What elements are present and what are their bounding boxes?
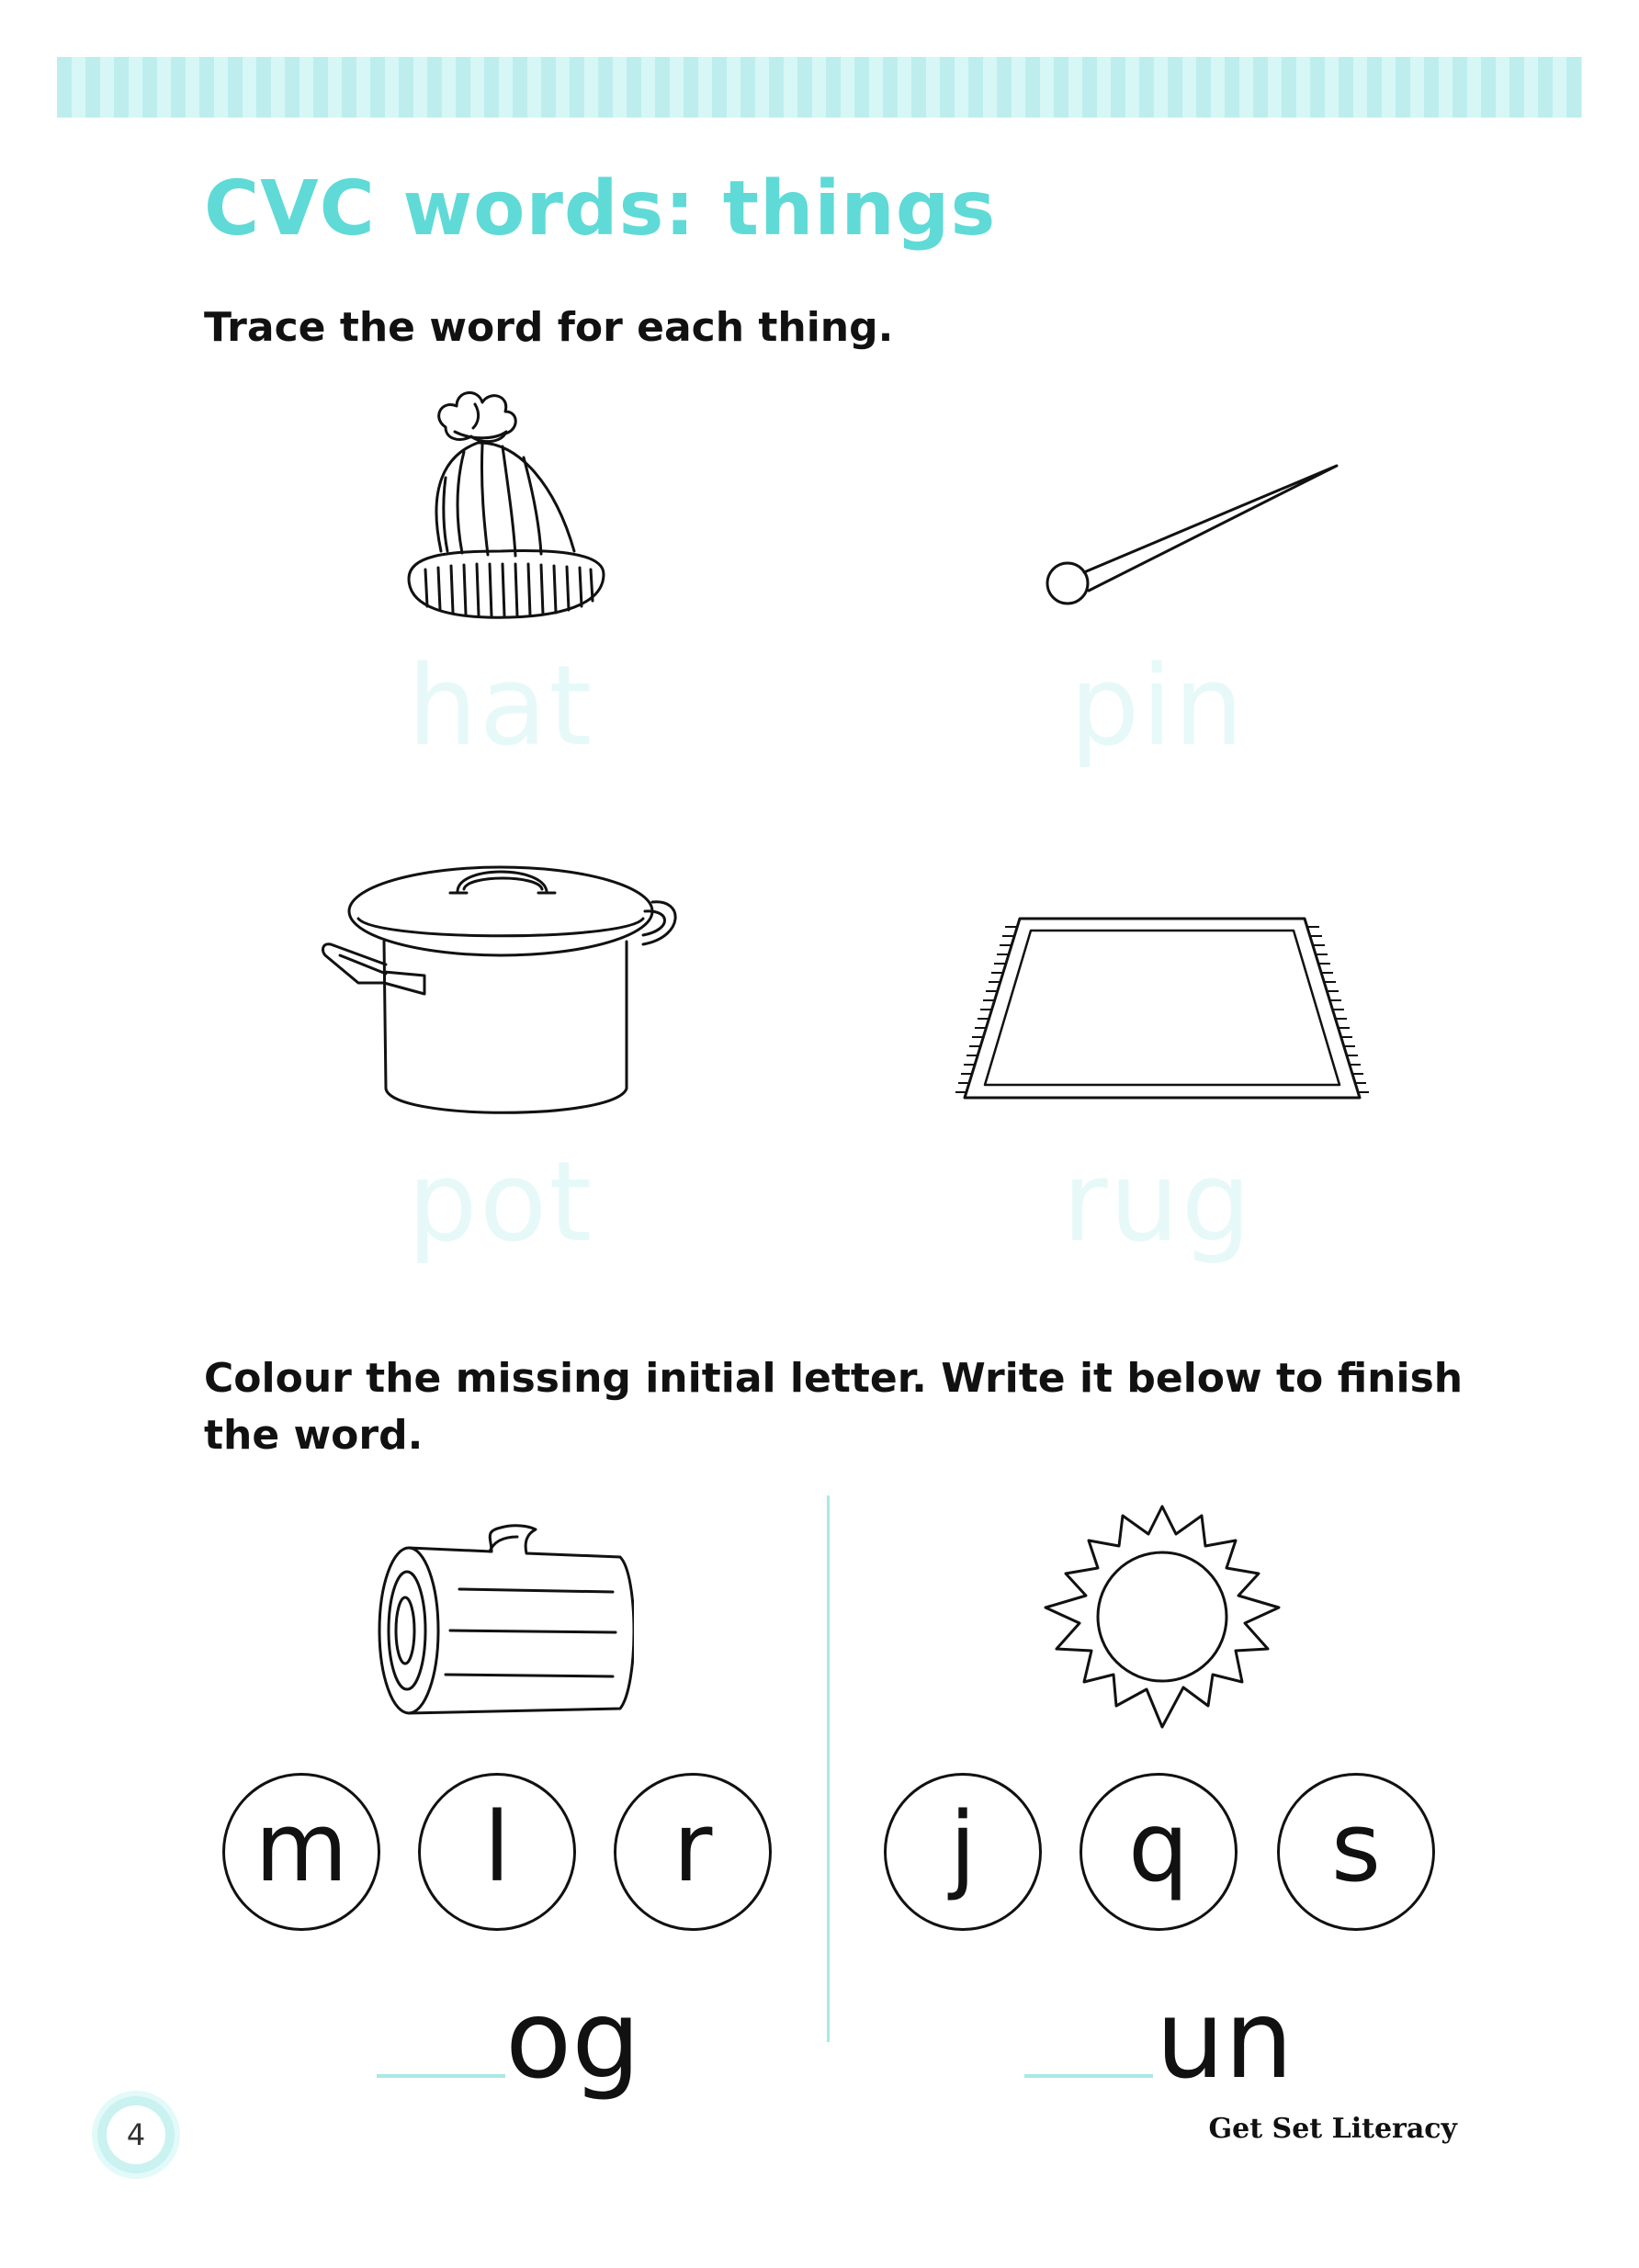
letter-circle-l[interactable]: l — [418, 1773, 576, 1931]
letter-circle-q[interactable]: q — [1079, 1773, 1238, 1931]
column-divider — [827, 1495, 830, 2042]
letter-circle-m[interactable]: m — [222, 1773, 380, 1931]
page-title: CVC words: things — [204, 165, 997, 253]
letter-circle-r[interactable]: r — [614, 1773, 772, 1931]
top-decorative-band — [57, 57, 1582, 118]
sun-picture — [1038, 1502, 1286, 1732]
hat-picture — [390, 386, 620, 634]
page-number-badge — [97, 2096, 175, 2173]
answer-blank-sun[interactable] — [1024, 2074, 1153, 2078]
page-number: 4 — [107, 2105, 165, 2164]
colour-instruction: Colour the missing initial letter. Write it below to finish the word. — [204, 1355, 1464, 1459]
trace-word-pot: pot — [407, 1139, 594, 1267]
trace-word-pin: pin — [1069, 643, 1246, 771]
trace-instruction: Trace the word for each thing. — [204, 304, 894, 351]
trace-word-hat: hat — [407, 643, 594, 771]
letter-circle-s[interactable]: s — [1277, 1773, 1435, 1931]
brand-name: Get Set Literacy — [1208, 2113, 1457, 2145]
pot-picture — [322, 845, 680, 1130]
log-picture — [372, 1520, 634, 1722]
pin-picture — [1034, 455, 1355, 615]
word-ending-un: un — [1156, 1976, 1294, 2103]
word-ending-og: og — [505, 1976, 641, 2103]
letter-circle-j[interactable]: j — [884, 1773, 1042, 1931]
answer-blank-log[interactable] — [377, 2074, 505, 2078]
trace-word-rug: rug — [1062, 1139, 1253, 1267]
rug-picture — [955, 914, 1369, 1107]
